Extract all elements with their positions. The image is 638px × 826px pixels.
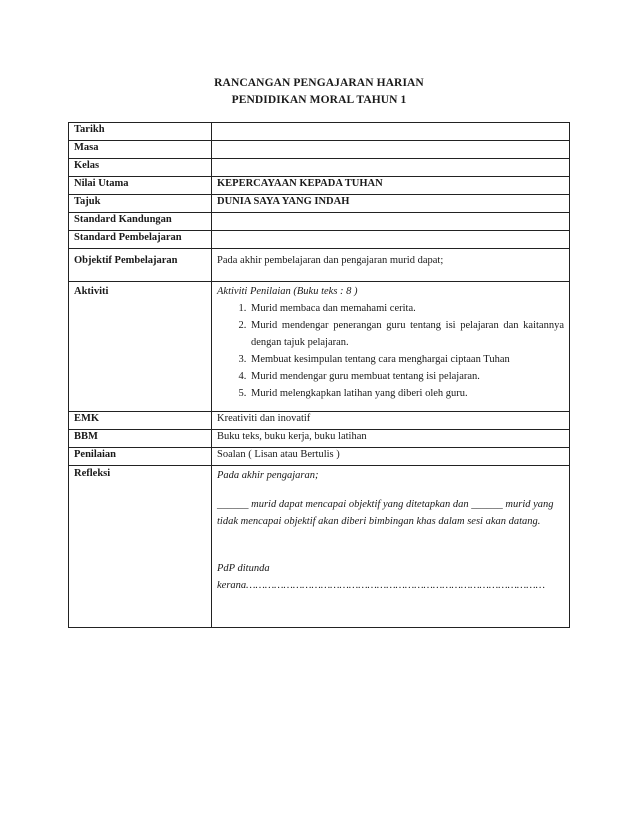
list-item: 5. Murid melengkapkan latihan yang diberi oleh guru. — [249, 385, 564, 402]
row-kelas — [69, 159, 570, 177]
label-bbm: BBM — [69, 430, 212, 448]
refleksi-line-3: PdP ditunda — [217, 563, 270, 574]
row-refleksi — [69, 466, 570, 628]
value-objektif: Pada akhir pembelajaran dan pengajaran murid dapat; — [212, 249, 570, 282]
value-masa — [212, 141, 570, 159]
value-bbm: Buku teks, buku kerja, buku latihan — [212, 430, 570, 448]
label-aktiviti: Aktiviti — [69, 282, 212, 412]
value-nilai-utama: KEPERCAYAAN KEPADA TUHAN — [212, 177, 570, 195]
value-emk: Kreativiti dan inovatif — [212, 412, 570, 430]
value-refleksi — [212, 466, 570, 628]
refleksi-line-2: ______ murid dapat mencapai objektif yang ditetapkan dan ______ murid yang tidak mencapai objektif akan diberi bimbingan khas dalam sesi akan datang. — [217, 499, 554, 527]
label-kelas: Kelas — [69, 159, 212, 177]
row-masa — [69, 141, 570, 159]
label-standard-pembelajaran: Standard Pembelajaran — [69, 231, 212, 249]
value-kelas — [212, 159, 570, 177]
value-tarikh — [212, 123, 570, 141]
label-refleksi: Refleksi — [69, 466, 212, 628]
page-subtitle: PENDIDIKAN MORAL TAHUN 1 — [231, 94, 407, 106]
page-title: RANCANGAN PENGAJARAN HARIAN — [214, 77, 424, 89]
value-standard-kandungan — [212, 213, 570, 231]
value-penilaian: Soalan ( Lisan atau Bertulis ) — [212, 448, 570, 466]
row-tarikh — [69, 123, 570, 141]
label-masa: Masa — [69, 141, 212, 159]
label-standard-kandungan: Standard Kandungan — [69, 213, 212, 231]
label-nilai-utama: Nilai Utama — [69, 177, 212, 195]
lesson-plan-table — [68, 122, 570, 628]
label-penilaian: Penilaian — [69, 448, 212, 466]
row-objektif — [69, 249, 570, 282]
list-item: 4. Murid mendengar guru membuat tentang isi pelajaran. — [249, 368, 564, 385]
row-tajuk — [69, 195, 570, 213]
list-item: 3. Membuat kesimpulan tentang cara menghargai ciptaan Tuhan — [249, 351, 564, 368]
label-tarikh: Tarikh — [69, 123, 212, 141]
aktiviti-list — [217, 300, 564, 402]
list-item: 1. Murid membaca dan memahami cerita. — [249, 300, 564, 317]
row-penilaian — [69, 448, 570, 466]
row-nilai-utama — [69, 177, 570, 195]
value-tajuk: DUNIA SAYA YANG INDAH — [212, 195, 570, 213]
label-objektif: Objektif Pembelajaran — [69, 249, 212, 282]
label-emk: EMK — [69, 412, 212, 430]
value-standard-pembelajaran — [212, 231, 570, 249]
row-bbm — [69, 430, 570, 448]
refleksi-line-1: Pada akhir pengajaran; — [217, 470, 319, 481]
row-emk — [69, 412, 570, 430]
refleksi-line-4: kerana…………………………………………………………………………………… — [217, 580, 545, 591]
row-standard-kandungan — [69, 213, 570, 231]
row-aktiviti — [69, 282, 570, 412]
aktiviti-heading: Aktiviti Penilaian (Buku teks : 8 ) — [217, 286, 358, 297]
row-standard-pembelajaran — [69, 231, 570, 249]
list-item: 2. Murid mendengar penerangan guru tentang isi pelajaran dan kaitannya dengan tajuk pelajaran. — [249, 317, 564, 351]
value-aktiviti — [212, 282, 570, 412]
label-tajuk: Tajuk — [69, 195, 212, 213]
